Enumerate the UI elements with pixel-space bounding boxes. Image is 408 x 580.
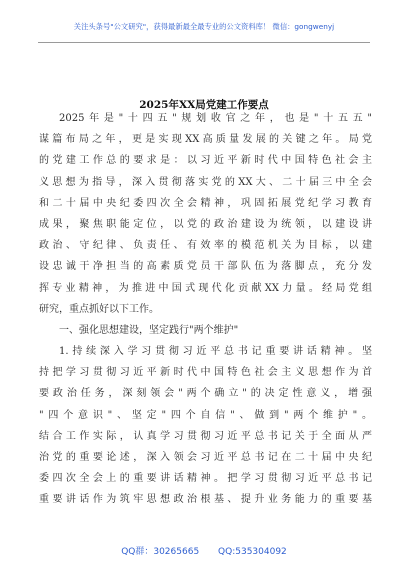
footer-qq-group: QQ群：30265665 xyxy=(121,547,200,557)
body-text-line: 重要讲话作为筑牢思想政治根基、提升业务能力的重要基 xyxy=(39,494,372,506)
body-text-line: 2025年是"十四五"规划收官之年，也是"十五五" xyxy=(59,113,372,124)
footer-qq: QQ:535304092 xyxy=(218,547,287,557)
header-divider xyxy=(38,42,370,43)
body-text-line: 谋篇布局之年，更是实现XX高质量发展的关键之年。局党 xyxy=(39,134,372,146)
body-text-line: "四个意识"、坚定"四个自信"、做到"两个维护"。 xyxy=(39,409,372,421)
footer-contact xyxy=(0,544,408,557)
header-promo-note: 关注头条号"公文研究"，获得最新最全最专业的公文资料库！ 微信：gongwenyj xyxy=(73,22,335,31)
body-text-line: 成果，聚焦职能定位，以党的政治建设为统领，以建设讲 xyxy=(39,218,372,230)
document-title: 2025年XX局党建工作要点 xyxy=(139,99,269,111)
body-text-line: 要政治任务，深刻领会"两个确立"的决定性意义，增强 xyxy=(39,388,372,400)
body-text-line: 挥专业精神，为推进中国式现代化贡献XX力量。经局党组 xyxy=(39,282,372,294)
body-text-line: 委四次全会上的重要讲话精神。把学习贯彻习近平总书记 xyxy=(39,473,372,485)
body-text-line: 和二十届中央纪委四次全会精神，巩固拓展党纪学习教育 xyxy=(39,197,372,209)
body-text-line: 一、强化思想建设，坚定践行"两个维护" xyxy=(59,324,239,336)
body-text-line: 的党建工作总的要求是：以习近平新时代中国特色社会主 xyxy=(39,155,372,167)
body-text-line: 治党的重要论述，深入领会习近平总书记在二十届中央纪 xyxy=(39,452,372,463)
body-text-line: 义思想为指导，深入贯彻落实党的XX大、二十届三中全会 xyxy=(39,176,372,188)
body-text-line: 设忠诚干净担当的高素质党员干部队伍为落脚点，充分发 xyxy=(39,261,372,273)
document-body xyxy=(39,108,372,511)
body-text-line: 1.持续深入学习贯彻习近平总书记重要讲话精神。坚 xyxy=(59,346,372,358)
body-text-line: 结合工作实际，认真学习贯彻习近平总书记关于全面从严 xyxy=(39,430,372,442)
body-text-line: 政治、守纪律、负责任、有效率的模范机关为目标，以建 xyxy=(39,240,372,252)
body-text-line: 持把学习贯彻习近平新时代中国特色社会主义思想作为首 xyxy=(39,367,372,379)
body-text-line: 研究，重点抓好以下工作。 xyxy=(39,303,159,315)
